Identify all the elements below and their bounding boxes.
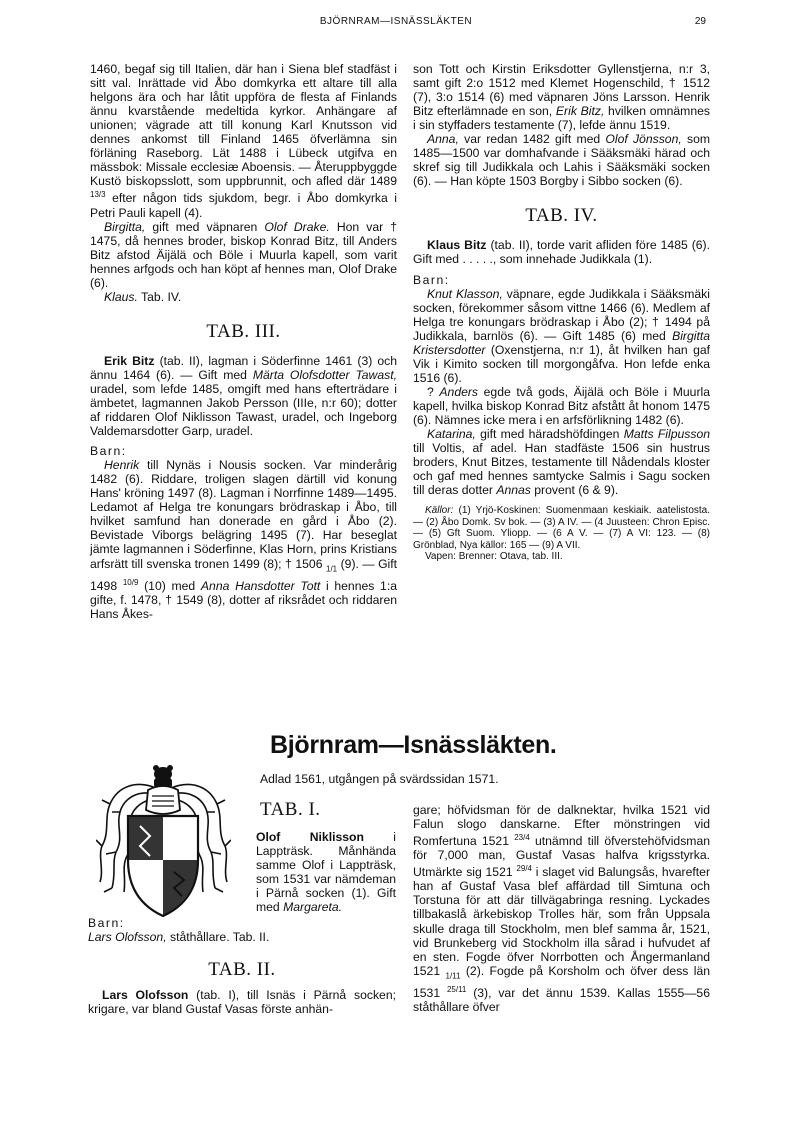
children-label: Barn: xyxy=(90,444,127,459)
table-heading-3: TAB. III. xyxy=(206,320,281,342)
family-subtitle: Adlad 1561, utgången på svärdssidan 1571. xyxy=(260,772,499,786)
date-fraction: 1/11 xyxy=(445,971,461,981)
spouse-name: Margareta. xyxy=(283,900,343,915)
entry-text: (9). — Gift 1498 xyxy=(90,556,398,594)
paragraph-text: efter någon tids sjukdom, begr. i Åbo domkyrka i Petri Pauli kapell (4). xyxy=(90,191,398,220)
spouse-name: Birgitta Kristersdotter xyxy=(413,328,710,357)
entry-text: (tab. II), torde varit afliden före 1485 (6). Gift med . . . . ., som innehade Judikkala (1). xyxy=(413,238,710,267)
entry-henrik xyxy=(90,458,397,621)
person-name: Anders xyxy=(439,384,479,399)
entry-text: (tab. II), lagman i Söderfinne 1461 (3) och ännu 1464 (6). — Gift med xyxy=(90,353,398,382)
table-heading-2: TAB. II. xyxy=(208,959,276,981)
entry-klaus-bitz xyxy=(413,238,710,266)
entry-birgitta xyxy=(90,220,397,290)
date-fraction: 13/3 xyxy=(90,190,106,200)
uncertain-mark: ? xyxy=(427,384,434,399)
entry-text: väpnare, egde Judikkala i Sääksmäki socken, förekommer såsom vittne 1466 (6). Medlem af Helga tre konungars brödraskap i Åbo (2); † 1494 på Judikkala, barnlös (6). — Gift 1485 (6) med xyxy=(413,286,710,343)
date-fraction: 10/9 xyxy=(122,578,139,587)
page-number: 29 xyxy=(694,16,706,27)
entry-text: till Voltis, af adel. Han stadfäste 1506 sin hustrus broders, Knut Bitzes, testamente till Nådendals kloster och gaf med hennes samtycke Salmis i Sagu socken till deras dotter xyxy=(413,441,710,498)
entry-lars xyxy=(88,930,396,944)
spouse-name: Olof Drake. xyxy=(264,219,330,234)
person-name: Lars Olofsson, xyxy=(88,930,167,945)
paragraph-continued xyxy=(413,62,710,132)
entry-klaus xyxy=(90,290,397,304)
paragraph-text: utnämnd till öfverstehöfvidsman för 7,000 man, Gustaf Vasas halfva krigsstyrka. Utmärkte sig 1521 xyxy=(413,834,710,880)
entry-text: (10) med xyxy=(144,579,196,594)
column-left-bottom xyxy=(88,800,396,1016)
person-name: Birgitta, xyxy=(104,219,146,234)
entry-erik xyxy=(90,354,397,438)
person-name: Erik Bitz xyxy=(104,353,155,368)
sources-note xyxy=(413,505,710,551)
person-name: Anna, xyxy=(427,132,459,147)
entry-text: som 1485—1500 var domhafvande i Sääksmäki härad och skref sig till Judikkala och Lahis i Sääksmäki socken (6). — Han köpte 1503 Borgby i Sibbo socken (6). xyxy=(413,132,711,189)
entry-text: till Nynäs i Nousis socken. Var minderårig 1482 (6). Riddare, troligen slagen därtill vid konung Hans' kröning 1497 (8). Lagman i Norrfinne 1489—1495. Ledamot af Helga tre konungars brödraskap i Åbo, till hvilket samfund han donerade en gård i Åbo (2). Bevistade Viborgs belägring 1495 (7). Har beseglat jämte lagmannen i Söderfinne, Klas Horn, prins Kristians arfsrätt till svenska tronen 1499 (8); † 1506 xyxy=(90,458,397,571)
person-name: Katarina, xyxy=(427,427,476,442)
entry-knut xyxy=(413,287,710,385)
person-name: Klaus. xyxy=(104,289,138,304)
entry-text: egde två gods, Äijälä och Böle i Muurla kapell, hvilka biskop Konrad Bitz afstått åt honom 1475 (6). Nämnes icke mera i en arfsförlikning 1482 (6). xyxy=(413,384,710,427)
arms-reference: Vapen: Brenner: Otava, tab. III. xyxy=(425,551,563,563)
running-title: BJÖRNRAM—ISNÄSSLÄKTEN xyxy=(319,16,473,27)
entry-text: uradel, som lefde 1485, omgift med hans efterträdare i ämbetet, lagmannen Jakob Persson (IIIe, n:r 60); dotter af riddaren Olof Niklisson Tawast, uradel, och Ingeborg Valdemarsdotter Garp, uradel. xyxy=(90,381,397,439)
table-reference: Tab. IV. xyxy=(141,289,182,304)
entry-katarina xyxy=(413,427,710,497)
entry-text: (Oxenstjerna, n:r 1), åt hvilken han gaf Vik i Kimito socken till morgongåfva. Hon lefde enka 1516 (6). xyxy=(413,342,711,385)
entry-text: Hon var † 1475, då hennes broder, biskop Konrad Bitz, till Anders Bitz afstod Äijälä och Böle i Muurla kapell, som varit hennes arfgods och han köpt af hennes man, Olof Drake (6). xyxy=(90,219,398,290)
paragraph-text: i slaget vid Balungsås, hvarefter han af Gustaf Vasa blef affärdad till Simtuna och Torstuna för att där tillvägabringa resning. Lyckades tillbakaslå ärkebiskop Trolles här, som från Uppsala skulle draga till Stockholm, men blef samma år, 1521, vid Brunkeberg vid Stockholm illa sårad i hufvudet af en sten. Fogde öfver Norrbotten och Ångermanland 1521 xyxy=(413,865,711,978)
entry-text: var redan 1482 gift med xyxy=(464,132,601,147)
column-left-top xyxy=(90,62,397,621)
entry-lars-olofsson xyxy=(88,988,396,1016)
column-right-bottom xyxy=(413,803,710,1014)
children-label: Barn: xyxy=(413,272,450,287)
paragraph-text: son Tott och Kirstin Eriksdotter Gyllenstjerna, n:r 3, samt gift 2:o 1512 med Klemet Hogenschild, † 1512 (7), 3:o 1514 (6) med väpnaren Jöns Larsson. Henrik Bitz efterlämnade en son, xyxy=(413,62,710,119)
table-heading-1: TAB. I. xyxy=(260,799,321,820)
crest-bear xyxy=(153,765,173,788)
column-right-top xyxy=(413,62,710,563)
spouse-name: Märta Olofsdotter Tawast, xyxy=(252,367,397,382)
paragraph-continued xyxy=(413,803,710,1014)
paragraph-text: hvilken omnämnes i sin styffaders testamente (7), lefde ännu 1519. xyxy=(413,104,710,133)
table-heading-4: TAB. IV. xyxy=(525,205,598,227)
sources-text: (1) Yrjö-Koskinen: Suomenmaan keskiaik. aatelistosta. — (2) Åbo Domk. Sv bok. — (3) A IV. — (4 Juusteen: Chron Episc. — (5) Gft Suom. Yliopp. — (6 A V. — (7) A VI: 123. — (8) Grönblad, Nya källor: 165 — (9) A VII. xyxy=(413,505,711,551)
entry-anna xyxy=(413,132,710,188)
spouse-name: Olof Jönsson, xyxy=(605,132,682,147)
person-name: Knut Klasson, xyxy=(427,286,503,301)
person-name: Klaus Bitz xyxy=(427,238,487,253)
entry-text: (tab. I), till Isnäs i Pärnå socken; krigare, var bland Gustaf Vasas förste anhän- xyxy=(88,988,396,1017)
person-name: Erik Bitz, xyxy=(555,104,605,119)
family-title: Björnram—Isnässläkten. xyxy=(270,731,557,759)
paragraph-text: 1460, begaf sig till Italien, där han i Siena blef stadfäst i sitt val. Inrättade vid Åbo domkyrka ett altare till alla helgons ära och har låtit uppföra de flesta af Finlands ännu kvarstående medeltida kyrkor. Anhängare af unionen; vägrade att till konung Karl Knutsson vid dennes ankomst till Finland 1465 öfverlämna sin förläning Raseborg. Lät 1488 i Lübeck utgifva en mässbok: Missale ecclesiæ Aboensis. — Återuppbyggde Kustö biskopsslott, som uppbrunnit, och afled där 1489 xyxy=(90,62,397,189)
paragraph-continued xyxy=(90,62,397,220)
entry-text: i Lappträsk. Månhända samme Olof i Lappträsk, som 1531 var nämdeman i Pärnå socken (1). Gift med xyxy=(256,830,396,915)
date-fraction: 1/1 xyxy=(326,563,338,573)
person-name: Henrik xyxy=(104,458,140,473)
paragraph-text: (2). Fogde på Korsholm och öfver dess län 1531 xyxy=(413,963,711,1001)
sources-label: Källor: xyxy=(425,505,454,517)
entry-text: provent (6 & 9). xyxy=(534,483,619,498)
children-label: Barn: xyxy=(88,916,125,931)
paragraph-text: (3), var det ännu 1539. Kallas 1555—56 ståthållare öfver xyxy=(413,986,710,1015)
entry-text: gift med häradshöfdingen xyxy=(480,427,620,442)
date-fraction: 25/11 xyxy=(446,985,467,995)
spouse-name: Matts Filpusson xyxy=(623,427,711,442)
entry-text: gift med väpnaren xyxy=(152,219,258,234)
person-name: Lars Olofsson xyxy=(102,988,189,1003)
page-header xyxy=(0,12,792,30)
date-fraction: 23/4 xyxy=(514,833,530,843)
person-name: Annas xyxy=(496,483,531,498)
spouse-name: Anna Hansdotter Tott xyxy=(200,579,321,594)
entry-text: ståthållare. Tab. II. xyxy=(169,930,270,945)
entry-anders xyxy=(413,385,710,427)
entry-text: i hennes 1:a gifte, f. 1478, † 1549 (8), dotter af riksrådet och riddaren Hans Åkes- xyxy=(90,579,397,622)
person-name: Olof Niklisson xyxy=(256,830,364,844)
paragraph-text: gare; höfvidsman för de dalknektar, hvilka 1521 vid Falun slogo danskarne. Efter mönstringen vid Romfertuna 1521 xyxy=(413,803,710,849)
entry-olof xyxy=(88,830,396,914)
date-fraction: 29/4 xyxy=(516,864,532,874)
